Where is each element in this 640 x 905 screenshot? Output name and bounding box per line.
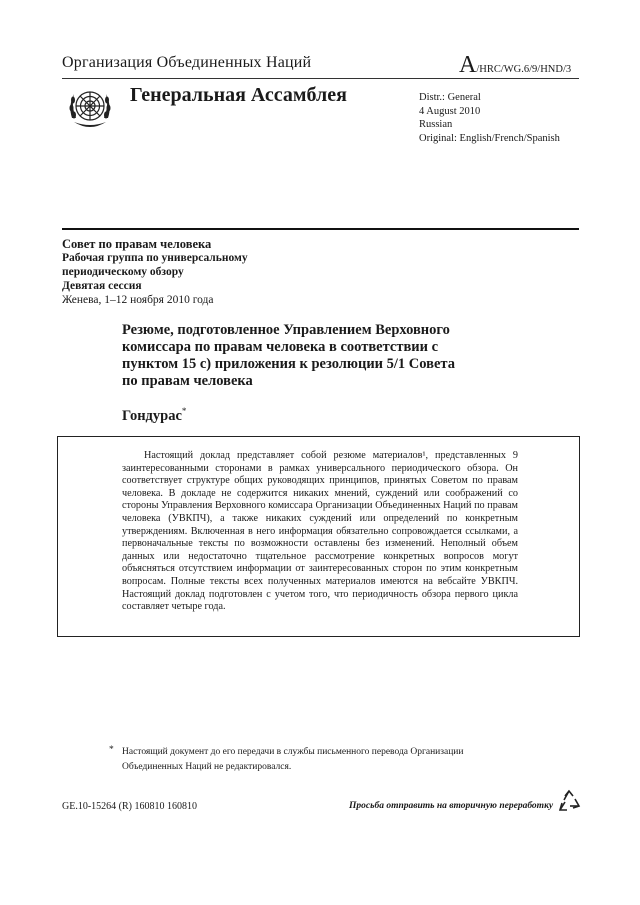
organization-name: Организация Объединенных Наций: [62, 54, 312, 71]
document-symbol: [459, 52, 571, 79]
country-name: Гондурас: [122, 407, 182, 424]
recycle-icon: [556, 788, 582, 814]
symbol-letter: A: [459, 52, 477, 78]
un-emblem-icon: [64, 82, 116, 134]
distr-line: Russian: [419, 119, 453, 130]
country-heading: [122, 406, 186, 425]
footnote-text: [122, 745, 522, 775]
footnote-line: Объединенных Наций не редактировался.: [122, 762, 292, 772]
working-group-line: Рабочая группа по универсальному: [62, 252, 248, 264]
session-name: Девятая сессия: [62, 280, 142, 292]
symbol-code: /HRC/WG.6/9/HND/3: [476, 64, 572, 75]
title-line: пунктом 15 с) приложения к резолюции 5/1 Совета: [122, 356, 455, 372]
section-rule: [62, 228, 579, 230]
job-number: GE.10-15264 (R) 160810 160810: [62, 801, 197, 812]
body-name: Генеральная Ассамблея: [130, 84, 347, 106]
meeting-info: [62, 237, 248, 307]
title-line: комиссара по правам человека в соответствии с: [122, 339, 439, 355]
distr-line: Distr.: General: [419, 92, 481, 103]
report-title: [122, 322, 512, 390]
distr-line: 4 August 2010: [419, 105, 481, 117]
recycle-notice: Просьба отправить на вторичную переработку: [349, 801, 554, 811]
session-dates: Женева, 1–12 ноября 2010 года: [62, 294, 214, 306]
footnote-mark: *: [109, 745, 114, 755]
header-rule: [62, 78, 579, 79]
council-name: Совет по правам человека: [62, 237, 212, 251]
title-line: по правам человека: [122, 373, 253, 389]
footnote-line: Настоящий документ до его передачи в службы письменного перевода Организации: [122, 747, 464, 757]
working-group-line: периодическому обзору: [62, 266, 184, 278]
footnote-marker: *: [181, 406, 187, 416]
distribution-info: [419, 91, 560, 145]
summary-text: Настоящий доклад представляет собой резюме материалов¹, представленных 9 заинтересованными сторонами в рамках универсального периодического обзора. Он соответствует структуре общих руководящих принципов, принятых Советом по правам человека. В докладе не содержится никаких мнений, суждений или соображений со стороны Управления Верховного комиссара Организации Объединенных Наций по правам человека (УВКПЧ), а также никаких суждений или определений по конкретным утверждениям. Включенная в него информация обязательно сопровождается ссылками, а первоначальные тексты по возможности оставлены без изменений. Неполный объем данных или недостаточно тщательное рассмотрение конкретных вопросов могут объясняться отсутствием информации от заинтересованных сторон по этим конкретным вопросам. Полные тексты всех полученных материалов имеются на вебсайте УВКПЧ. Настоящий доклад подготовлен с учетом того, что периодичность обзора первого цикла составляет четыре года.: [122, 450, 518, 613]
title-line: Резюме, подготовленное Управлением Верховного: [122, 322, 450, 338]
distr-line: Original: English/French/Spanish: [419, 132, 560, 144]
